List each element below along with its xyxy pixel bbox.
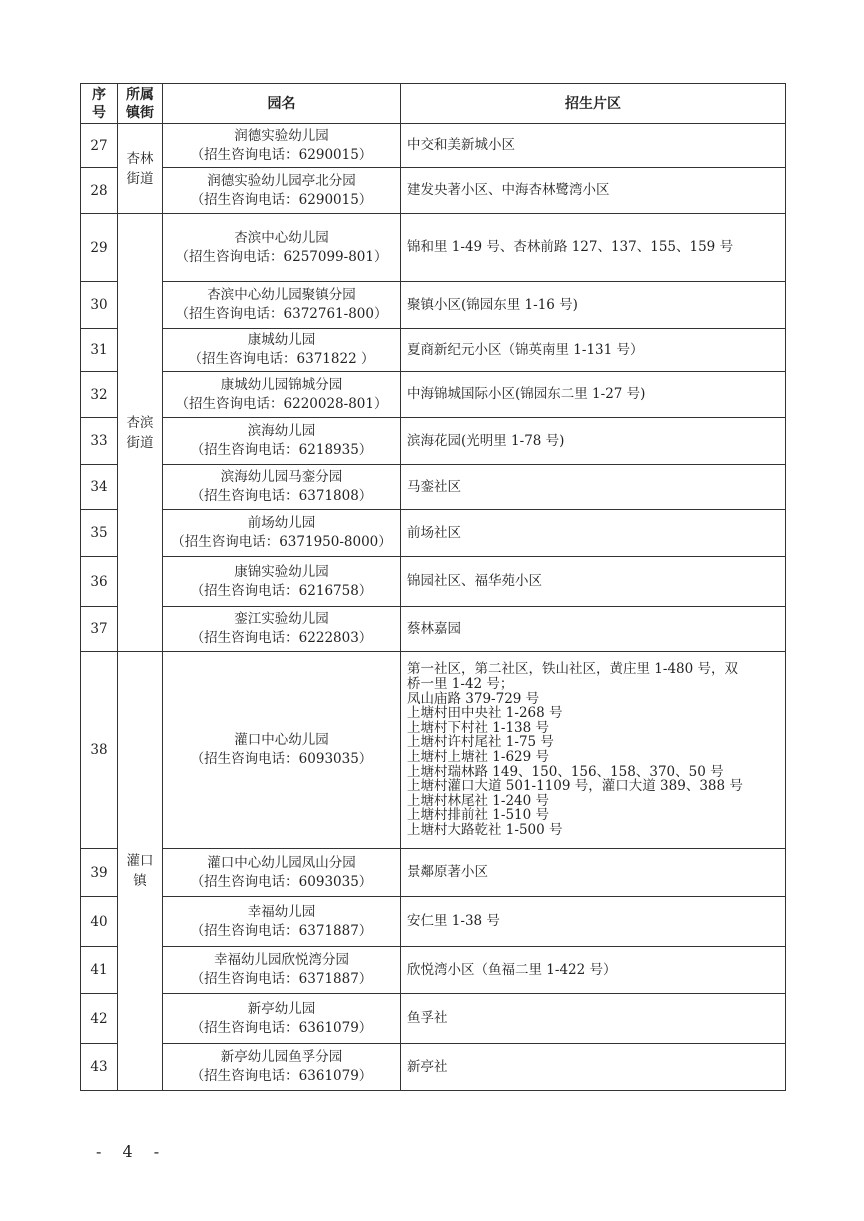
kindergarten-name: 灌口中心幼儿园凤山分园 bbox=[207, 854, 356, 871]
enrollment-phone: （招生咨询电话：6093035） bbox=[190, 751, 373, 767]
table-row bbox=[81, 897, 786, 947]
row-index: 40 bbox=[81, 897, 118, 947]
enrollment-area bbox=[401, 465, 786, 510]
enrollment-phone: （招生咨询电话：6290015） bbox=[190, 146, 373, 163]
area-line: 上塘村灌口大道 501-1109 号，灌口大道 389、388 号 bbox=[407, 778, 743, 795]
area-line: 马銮社区 bbox=[407, 478, 461, 495]
page-number: - 4 - bbox=[96, 1142, 168, 1161]
area-line: 上塘村上塘社 1-629 号 bbox=[407, 749, 550, 765]
area-line: 夏商新纪元小区（锦英南里 1-131 号） bbox=[407, 341, 644, 358]
row-index: 27 bbox=[81, 124, 118, 168]
kindergarten-name: 滨海幼儿园 bbox=[247, 423, 316, 439]
row-index: 35 bbox=[81, 510, 118, 557]
kindergarten-cell bbox=[163, 465, 401, 510]
area-line: 凤山庙路 379-729 号 bbox=[407, 690, 540, 707]
row-index: 37 bbox=[81, 607, 118, 652]
enrollment-area bbox=[401, 1044, 786, 1091]
enrollment-area bbox=[401, 418, 786, 465]
enrollment-phone: （招生咨询电话：6093035） bbox=[190, 873, 373, 890]
town-cell: 灌口镇 bbox=[118, 652, 163, 1091]
table-row bbox=[81, 510, 786, 557]
row-index: 29 bbox=[81, 214, 118, 282]
row-index: 43 bbox=[81, 1044, 118, 1091]
enrollment-phone: （招生咨询电话：6220028-801） bbox=[175, 395, 388, 412]
row-index: 36 bbox=[81, 557, 118, 607]
row-index: 38 bbox=[81, 652, 118, 849]
area-line: 上塘村许村尾社 1-75 号 bbox=[407, 734, 554, 751]
row-index: 33 bbox=[81, 418, 118, 465]
enrollment-area bbox=[401, 652, 786, 849]
enrollment-phone: （招生咨询电话：6371950-8000） bbox=[171, 534, 392, 550]
row-index: 30 bbox=[81, 282, 118, 329]
header-town: 所属镇街 bbox=[118, 84, 163, 124]
row-index: 28 bbox=[81, 168, 118, 214]
area-line: 前场社区 bbox=[407, 524, 461, 541]
kindergarten-cell bbox=[163, 510, 401, 557]
header-index: 序号 bbox=[81, 84, 118, 124]
enrollment-area bbox=[401, 214, 786, 282]
table-row bbox=[81, 124, 786, 168]
kindergarten-cell bbox=[163, 1044, 401, 1091]
kindergarten-name: 新亭幼儿园 bbox=[247, 1000, 316, 1017]
table-row bbox=[81, 947, 786, 994]
enrollment-area bbox=[401, 124, 786, 168]
area-line: 上塘村大路乾社 1-500 号 bbox=[407, 821, 563, 838]
enrollment-phone: （招生咨询电话：6371822 ） bbox=[188, 351, 375, 367]
table-body bbox=[81, 124, 786, 1091]
enrollment-area bbox=[401, 557, 786, 607]
kindergarten-cell bbox=[163, 607, 401, 652]
kindergarten-cell bbox=[163, 652, 401, 849]
enrollment-phone: （招生咨询电话：6372761-800） bbox=[175, 306, 388, 322]
area-line: 聚镇小区(锦园东里 1-16 号) bbox=[407, 296, 578, 313]
kindergarten-cell bbox=[163, 557, 401, 607]
table-row bbox=[81, 372, 786, 418]
kindergarten-cell bbox=[163, 897, 401, 947]
kindergarten-cell bbox=[163, 418, 401, 465]
enrollment-table bbox=[80, 83, 786, 1091]
area-line: 上塘村排前社 1-510 号 bbox=[407, 807, 550, 824]
kindergarten-cell bbox=[163, 124, 401, 168]
enrollment-phone: （招生咨询电话：6371887） bbox=[190, 971, 373, 987]
enrollment-phone: （招生咨询电话：6371887） bbox=[190, 922, 373, 939]
enrollment-phone: （招生咨询电话：6290015） bbox=[190, 191, 373, 208]
enrollment-phone: （招生咨询电话：6216758） bbox=[190, 582, 373, 599]
enrollment-phone: （招生咨询电话：6257099-801） bbox=[175, 248, 388, 265]
area-line: 滨海花园(光明里 1-78 号) bbox=[407, 432, 565, 449]
enrollment-area bbox=[401, 947, 786, 994]
row-index: 32 bbox=[81, 372, 118, 418]
enrollment-area bbox=[401, 282, 786, 329]
kindergarten-cell bbox=[163, 329, 401, 372]
enrollment-phone: （招生咨询电话：6361079） bbox=[190, 1068, 373, 1084]
enrollment-phone: （招生咨询电话：6361079） bbox=[190, 1019, 373, 1036]
town-cell: 杏林街道 bbox=[118, 124, 163, 214]
kindergarten-name: 銮江实验幼儿园 bbox=[234, 611, 329, 627]
area-line: 中海锦城国际小区(锦园东二里 1-27 号) bbox=[407, 386, 646, 402]
enrollment-area bbox=[401, 994, 786, 1044]
kindergarten-cell bbox=[163, 372, 401, 418]
kindergarten-name: 前场幼儿园 bbox=[247, 515, 316, 531]
table-header-row bbox=[81, 84, 786, 124]
table-row bbox=[81, 168, 786, 214]
enrollment-area bbox=[401, 607, 786, 652]
table-row bbox=[81, 465, 786, 510]
area-line: 建发央著小区、中海杏林鹭湾小区 bbox=[407, 182, 610, 198]
kindergarten-name: 康锦实验幼儿园 bbox=[234, 563, 329, 580]
town-cell: 杏滨街道 bbox=[118, 214, 163, 652]
kindergarten-cell bbox=[163, 282, 401, 329]
row-index: 34 bbox=[81, 465, 118, 510]
kindergarten-cell bbox=[163, 214, 401, 282]
enrollment-area bbox=[401, 372, 786, 418]
enrollment-phone: （招生咨询电话：6218935） bbox=[190, 442, 373, 458]
kindergarten-cell bbox=[163, 168, 401, 214]
area-line: 新亭社 bbox=[407, 1058, 448, 1075]
table-row bbox=[81, 849, 786, 897]
table-row bbox=[81, 329, 786, 372]
table-row bbox=[81, 994, 786, 1044]
kindergarten-cell bbox=[163, 849, 401, 897]
area-line: 景鄰原著小区 bbox=[407, 864, 488, 880]
kindergarten-name: 杏滨中心幼儿园聚镇分园 bbox=[207, 287, 356, 303]
area-line: 上塘村田中央社 1-268 号 bbox=[407, 705, 563, 722]
kindergarten-name: 润德实验幼儿园亭北分园 bbox=[207, 172, 356, 189]
header-enrollment-area: 招生片区 bbox=[401, 84, 786, 124]
kindergarten-name: 康城幼儿园 bbox=[247, 332, 316, 348]
area-line: 锦和里 1-49 号、杏林前路 127、137、155、159 号 bbox=[407, 239, 734, 255]
area-line: 上塘村林尾社 1-240 号 bbox=[407, 792, 550, 809]
table-row bbox=[81, 1044, 786, 1091]
header-kindergarten-name: 园名 bbox=[163, 84, 401, 124]
table-row bbox=[81, 652, 786, 849]
area-line: 上塘村下村社 1-138 号 bbox=[407, 719, 550, 736]
table-row bbox=[81, 214, 786, 282]
enrollment-phone: （招生咨询电话：6371808） bbox=[190, 488, 373, 504]
area-line: 上塘村瑞林路 149、150、156、158、370、50 号 bbox=[407, 763, 724, 780]
table-row bbox=[81, 607, 786, 652]
area-line: 鱼孚社 bbox=[407, 1010, 448, 1026]
kindergarten-cell bbox=[163, 994, 401, 1044]
kindergarten-name: 灌口中心幼儿园 bbox=[234, 732, 329, 748]
area-line: 桥一里 1-42 号； bbox=[407, 676, 514, 693]
area-line: 安仁里 1-38 号 bbox=[407, 913, 500, 929]
area-line: 中交和美新城小区 bbox=[407, 137, 515, 153]
kindergarten-name: 幸福幼儿园 bbox=[247, 903, 316, 920]
enrollment-area bbox=[401, 329, 786, 372]
enrollment-phone: （招生咨询电话：6222803） bbox=[190, 630, 373, 646]
kindergarten-name: 滨海幼儿园马銮分园 bbox=[220, 469, 343, 485]
row-index: 42 bbox=[81, 994, 118, 1044]
area-line: 第一社区，第二社区，铁山社区，黄庄里 1-480 号，双 bbox=[407, 661, 738, 678]
kindergarten-name: 康城幼儿园锦城分园 bbox=[220, 376, 343, 393]
kindergarten-name: 幸福幼儿园欣悦湾分园 bbox=[214, 952, 349, 968]
enrollment-area bbox=[401, 897, 786, 947]
row-index: 41 bbox=[81, 947, 118, 994]
table-row bbox=[81, 557, 786, 607]
enrollment-area bbox=[401, 849, 786, 897]
row-index: 39 bbox=[81, 849, 118, 897]
area-line: 欣悦湾小区（鱼福二里 1-422 号） bbox=[407, 961, 617, 978]
table-row bbox=[81, 282, 786, 329]
enrollment-area bbox=[401, 168, 786, 214]
row-index: 31 bbox=[81, 329, 118, 372]
table-row bbox=[81, 418, 786, 465]
kindergarten-name: 润德实验幼儿园 bbox=[234, 127, 329, 144]
kindergarten-cell bbox=[163, 947, 401, 994]
kindergarten-name: 新亭幼儿园鱼孚分园 bbox=[220, 1049, 343, 1065]
area-line: 蔡林嘉园 bbox=[407, 620, 461, 637]
enrollment-area bbox=[401, 510, 786, 557]
area-line: 锦园社区、福华苑小区 bbox=[407, 573, 542, 589]
kindergarten-name: 杏滨中心幼儿园 bbox=[234, 229, 329, 246]
